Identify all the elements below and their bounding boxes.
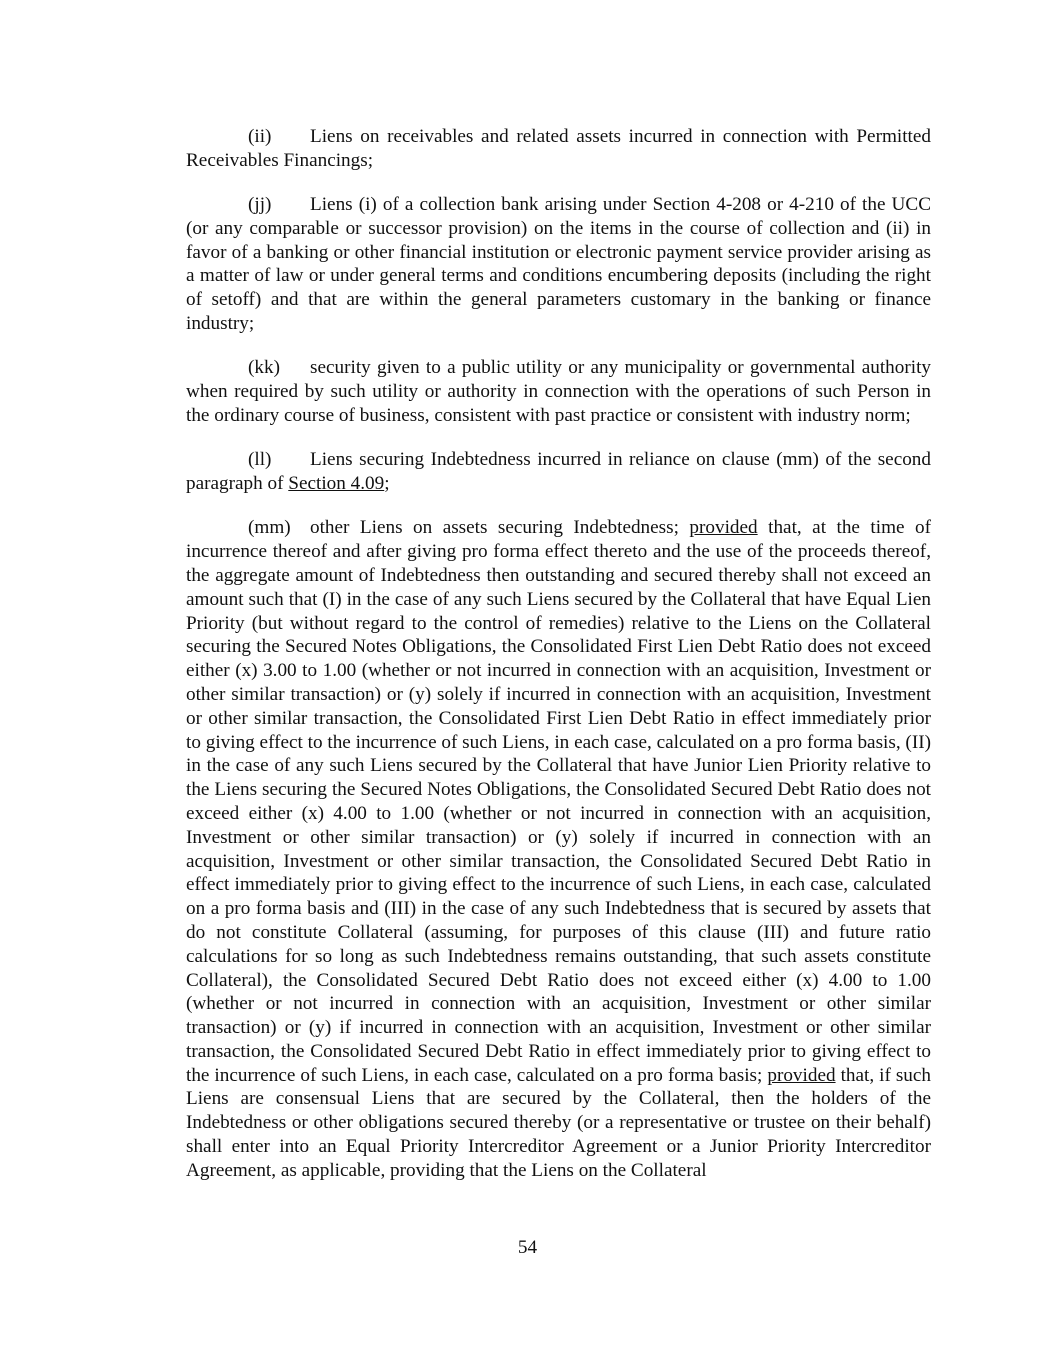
paragraph-mm	[186, 516, 931, 1182]
clause-label: (ll)	[248, 449, 272, 471]
clause-text: Liens (i) of a collection bank arising under Section 4-208 or 4-210 of the UCC (or any comparable or successor provision) on the items in the course of collection and (ii) in favor of a banking or other financial institution or electronic payment service provider arising as a matter of law or under general terms and conditions encumbering deposits (including the right of setoff) and that are within the general parameters customary in the banking or finance industry;	[186, 194, 931, 335]
clause-text: that, if such Liens are consensual Liens that are secured by the Collateral, then the holders of the Indebtedness or other obligations secured thereby (or a representative or trustee on their behalf) shall enter into an Equal Priority Intercreditor Agreement or a Junior Priority Intercreditor Agreement, as applicable, providing that the Liens on the Collateral	[186, 1064, 932, 1181]
clause-text: Liens securing Indebtedness incurred in reliance on clause (mm) of the second paragraph of	[186, 449, 931, 495]
clause-text: security given to a public utility or any municipality or governmental authority when required by such utility or authority in connection with the operations of such Person in the ordinary course of business, consistent with past practice or consistent with industry norm;	[186, 357, 931, 426]
clause-label: (mm)	[248, 517, 291, 539]
document-page	[186, 125, 931, 1203]
clause-text: other Liens on assets securing Indebtedness;	[310, 517, 679, 539]
provided-term: provided	[689, 517, 758, 539]
clause-end: ;	[384, 473, 390, 495]
paragraph-kk	[186, 356, 931, 427]
paragraph-ii	[186, 125, 931, 173]
paragraph-ll	[186, 448, 931, 496]
clause-label: (jj)	[248, 194, 272, 216]
clause-label: (ii)	[248, 126, 272, 147]
section-reference-link[interactable]: Section 4.09	[288, 473, 385, 495]
paragraph-jj	[186, 193, 931, 336]
clause-label: (kk)	[248, 357, 280, 379]
clause-text: that, at the time of incurrence thereof and after giving pro forma effect thereto and the use of the proceeds thereof, the aggregate amount of Indebtedness then outstanding and secured thereby shall not exceed an amount such that (I) in the case of any such Liens secured by the Collateral that have Equal Lien Priority (but without regard to the control of remedies) relative to the Liens on the Collateral securing the Secured Notes Obligations, the Consolidated First Lien Debt Ratio does not exceed either (x) 3.00 to 1.00 (whether or not incurred in connection with an acquisition, Investment or other similar transaction) or (y) solely if incurred in connection with an acquisition, Investment or other similar transaction, the Consolidated First Lien Debt Ratio in effect immediately prior to giving effect to the incurrence of such Liens, in each case, calculated on a pro forma basis, (II) in the case of any such Liens secured by the Collateral that have Junior Lien Priority relative to the Liens securing the Secured Notes Obligations, the Consolidated Secured Debt Ratio does not exceed either (x) 4.00 to 1.00 (whether or not incurred in connection with an acquisition, Investment or other similar transaction) or (y) solely if incurred in connection with an acquisition, Investment or other similar transaction, the Consolidated Secured Debt Ratio in effect immediately prior to giving effect to the incurrence of such Liens, in each case, calculated on a pro forma basis and (III) in the case of any such Indebtedness that is secured by assets that do not constitute Collateral (assuming, for purposes of this clause (III) and future ratio calculations for so long as such Indebtedness remains outstanding, that such assets constitute Collateral), the Consolidated Secured Debt Ratio does not exceed either (x) 4.00 to 1.00 (whether or not incurred in connection with an acquisition, Investment or other similar transaction) or (y) if incurred in connection with an acquisition, Investment or other similar transaction, the Consolidated Secured Debt Ratio in effect immediately prior to giving effect to the incurrence of such Liens, in each case, calculated on a pro forma basis;	[186, 517, 931, 1086]
clause-text: Liens on receivables and related assets incurred in connection with Permitted Receivables Financings;	[186, 126, 931, 171]
provided-term: provided	[767, 1064, 836, 1086]
page-number: 54	[517, 1237, 538, 1258]
